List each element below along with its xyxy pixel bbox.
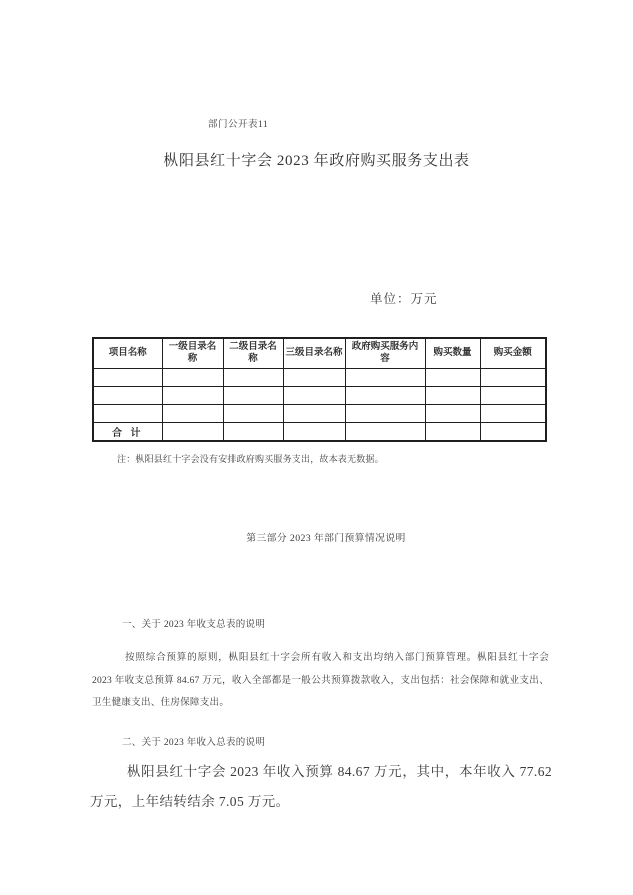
column-header-service-content: 政府购买服务内容 xyxy=(345,338,425,368)
table-row xyxy=(93,368,546,386)
column-header-level1-directory: 一级目录名称 xyxy=(162,338,223,368)
table-cell xyxy=(93,386,162,404)
table-cell xyxy=(93,404,162,422)
part3-heading: 第三部分 2023 年部门预算情况说明 xyxy=(246,533,406,544)
column-header-purchase-amount: 购买金额 xyxy=(480,338,546,368)
table-cell xyxy=(162,368,223,386)
section1-heading: 一、关于 2023 年收支总表的说明 xyxy=(122,620,266,630)
table-cell xyxy=(425,422,480,441)
table-cell xyxy=(162,386,223,404)
table-cell xyxy=(425,386,480,404)
table-cell xyxy=(480,422,546,441)
table-cell xyxy=(345,404,425,422)
table-cell xyxy=(283,422,345,441)
procurement-table xyxy=(92,337,547,442)
column-header-project-name: 项目名称 xyxy=(93,338,162,368)
total-row-label: 合 计 xyxy=(93,422,162,441)
table-note: 注：枞阳县红十字会没有安排政府购买服务支出，故本表无数据。 xyxy=(117,454,384,464)
table-cell xyxy=(223,422,283,441)
table-cell xyxy=(425,368,480,386)
table-cell xyxy=(345,368,425,386)
table-cell xyxy=(345,386,425,404)
table-cell xyxy=(283,404,345,422)
table-cell xyxy=(425,404,480,422)
column-header-level2-directory: 二级目录名称 xyxy=(223,338,283,368)
column-header-purchase-quantity: 购买数量 xyxy=(425,338,480,368)
table-cell xyxy=(283,386,345,404)
table-cell xyxy=(283,368,345,386)
section2-paragraph: 枞阳县红十字会 2023 年收入预算 84.67 万元，其中，本年收入 77.62 万元，上年结转结余 7.05 万元。 xyxy=(90,764,552,809)
doc-number-label: 部门公开表11 xyxy=(208,120,269,130)
document-title: 枞阳县红十字会 2023 年政府购买服务支出表 xyxy=(163,153,470,169)
table-cell xyxy=(223,386,283,404)
table-cell xyxy=(162,404,223,422)
section2-heading: 二、关于 2023 年收入总表的说明 xyxy=(122,738,266,748)
unit-label: 单位：万元 xyxy=(370,292,438,306)
table-cell xyxy=(480,368,546,386)
table-cell xyxy=(223,404,283,422)
section1-paragraph: 按照综合预算的原则，枞阳县红十字会所有收入和支出均纳入部门预算管理。枞阳县红十字会 2023 年收支总预算 84.67 万元，收入全部都是一般公共预算拨款收入，支出包括：社会保障和就业支出、卫生健康支出、住房保障支出。 xyxy=(92,652,549,709)
column-header-level3-directory: 三级目录名称 xyxy=(283,338,345,368)
table-cell xyxy=(480,386,546,404)
table-cell xyxy=(162,422,223,441)
table-row xyxy=(93,386,546,404)
table-header-row xyxy=(93,338,546,368)
table-cell xyxy=(93,368,162,386)
table-row xyxy=(93,404,546,422)
table-total-row xyxy=(93,422,546,441)
table-cell xyxy=(223,368,283,386)
table-cell xyxy=(345,422,425,441)
table-cell xyxy=(480,404,546,422)
